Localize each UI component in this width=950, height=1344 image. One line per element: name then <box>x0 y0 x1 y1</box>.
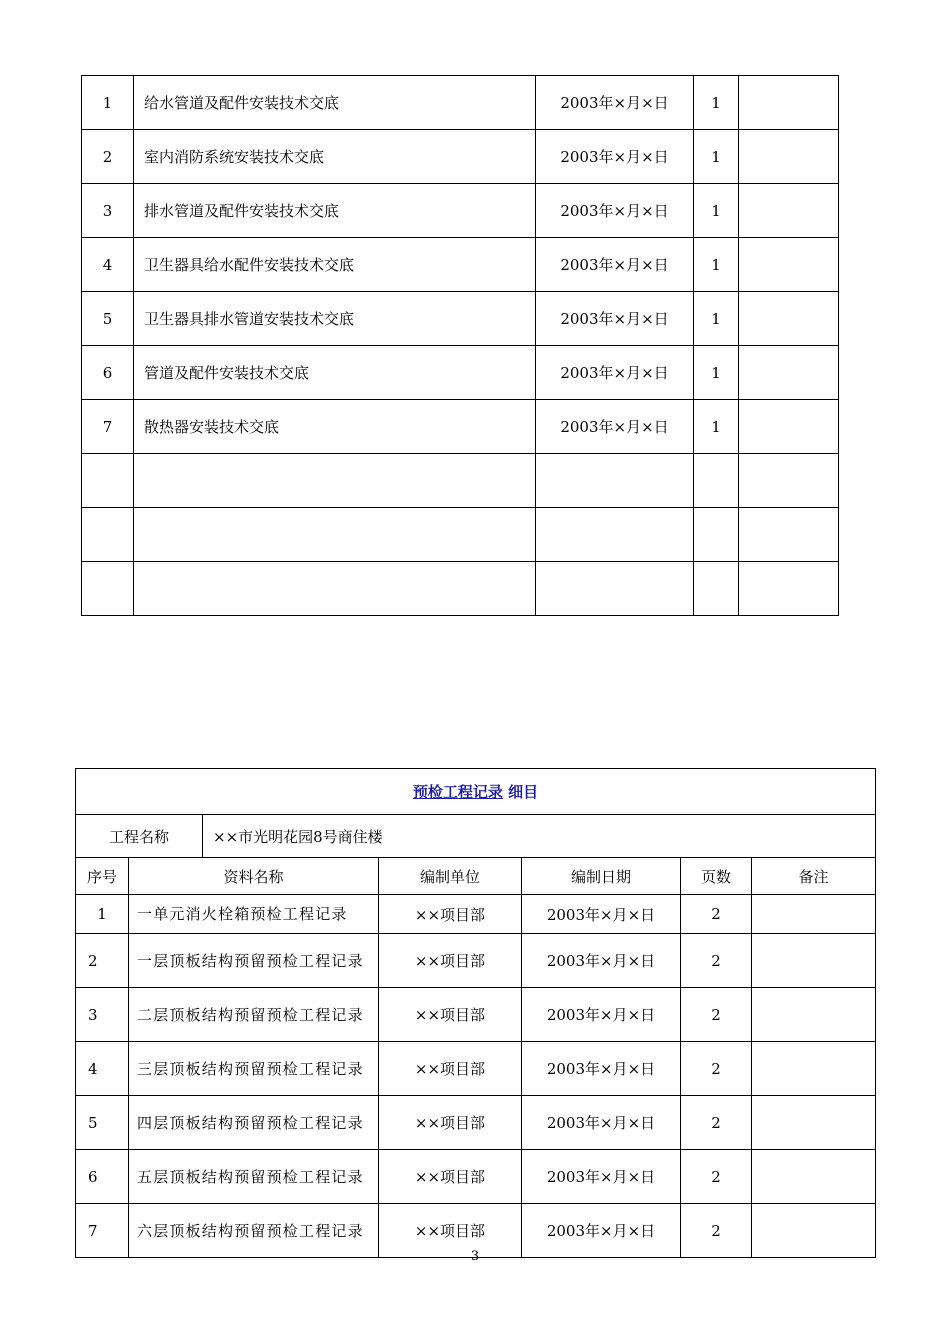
document-date <box>536 454 694 508</box>
note-cell <box>739 76 839 130</box>
table-row <box>82 400 839 454</box>
record-pages: 2 <box>681 1150 752 1204</box>
record-date: 2003年×月×日 <box>522 988 681 1042</box>
document-name: 卫生器具排水管道安装技术交底 <box>134 292 536 346</box>
record-note <box>752 988 876 1042</box>
document-name: 给水管道及配件安装技术交底 <box>134 76 536 130</box>
table-row <box>76 934 876 988</box>
header-name: 资料名称 <box>129 858 379 895</box>
document-date: 2003年×月×日 <box>536 292 694 346</box>
table-row <box>76 895 876 934</box>
table-row <box>76 1042 876 1096</box>
title-link[interactable]: 预检工程记录 <box>412 783 503 801</box>
record-unit: ××项目部 <box>379 1096 522 1150</box>
row-number <box>82 508 134 562</box>
page-count: 1 <box>694 346 739 400</box>
document-name <box>134 508 536 562</box>
table-row <box>76 988 876 1042</box>
document-date: 2003年×月×日 <box>536 346 694 400</box>
table-row <box>82 562 839 616</box>
row-number: 2 <box>82 130 134 184</box>
document-name: 散热器安装技术交底 <box>134 400 536 454</box>
page-count <box>694 562 739 616</box>
note-cell <box>739 508 839 562</box>
record-name: 五层顶板结构预留预检工程记录 <box>129 1150 379 1204</box>
record-pages: 2 <box>681 895 752 934</box>
header-note: 备注 <box>752 858 876 895</box>
record-date: 2003年×月×日 <box>522 1042 681 1096</box>
record-note <box>752 1150 876 1204</box>
header-num: 序号 <box>76 858 129 895</box>
record-date: 2003年×月×日 <box>522 895 681 934</box>
row-number <box>82 562 134 616</box>
record-unit: ××项目部 <box>379 1042 522 1096</box>
row-number: 1 <box>76 895 129 934</box>
row-number: 5 <box>76 1096 129 1150</box>
table-row <box>82 292 839 346</box>
table-title <box>76 769 876 815</box>
document-date: 2003年×月×日 <box>536 184 694 238</box>
page-count: 1 <box>694 292 739 346</box>
row-number: 6 <box>76 1150 129 1204</box>
row-number: 7 <box>82 400 134 454</box>
document-date: 2003年×月×日 <box>536 130 694 184</box>
record-note <box>752 895 876 934</box>
record-unit: ××项目部 <box>379 1150 522 1204</box>
table-row <box>76 1150 876 1204</box>
table-row <box>82 346 839 400</box>
page-number: 3 <box>470 1249 480 1264</box>
record-date: 2003年×月×日 <box>522 1150 681 1204</box>
page-count: 1 <box>694 238 739 292</box>
note-cell <box>739 400 839 454</box>
record-note <box>752 934 876 988</box>
page-count <box>694 508 739 562</box>
document-date <box>536 562 694 616</box>
title-suffix: 细目 <box>502 783 539 801</box>
record-name: 三层顶板结构预留预检工程记录 <box>129 1042 379 1096</box>
table-row <box>82 508 839 562</box>
row-number: 3 <box>76 988 129 1042</box>
row-number: 1 <box>82 76 134 130</box>
project-row <box>76 815 876 858</box>
table-row <box>82 130 839 184</box>
document-date: 2003年×月×日 <box>536 400 694 454</box>
row-number: 4 <box>76 1042 129 1096</box>
header-row <box>76 858 876 895</box>
document-name: 排水管道及配件安装技术交底 <box>134 184 536 238</box>
record-name: 二层顶板结构预留预检工程记录 <box>129 988 379 1042</box>
row-number <box>82 454 134 508</box>
record-note <box>752 1096 876 1150</box>
record-unit: ××项目部 <box>379 895 522 934</box>
record-pages: 2 <box>681 1204 752 1258</box>
table-title-row <box>76 769 876 815</box>
table-row <box>82 238 839 292</box>
record-unit: ××项目部 <box>379 934 522 988</box>
document-date: 2003年×月×日 <box>536 76 694 130</box>
handover-records-table <box>81 75 839 616</box>
record-pages: 2 <box>681 988 752 1042</box>
record-date: 2003年×月×日 <box>522 934 681 988</box>
note-cell <box>739 130 839 184</box>
row-number: 7 <box>76 1204 129 1258</box>
document-name: 室内消防系统安装技术交底 <box>134 130 536 184</box>
page-count: 1 <box>694 76 739 130</box>
table-row <box>76 1096 876 1150</box>
document-name <box>134 454 536 508</box>
document-name <box>134 562 536 616</box>
row-number: 3 <box>82 184 134 238</box>
page-count: 1 <box>694 400 739 454</box>
table-row <box>82 184 839 238</box>
note-cell <box>739 346 839 400</box>
record-name: 一单元消火栓箱预检工程记录 <box>129 895 379 934</box>
note-cell <box>739 238 839 292</box>
table-row <box>82 76 839 130</box>
record-unit: ××项目部 <box>379 988 522 1042</box>
record-note <box>752 1042 876 1096</box>
document-date: 2003年×月×日 <box>536 238 694 292</box>
record-name: 四层顶板结构预留预检工程记录 <box>129 1096 379 1150</box>
record-pages: 2 <box>681 934 752 988</box>
page-count: 1 <box>694 184 739 238</box>
record-unit: ××项目部 <box>379 1204 522 1258</box>
document-name: 管道及配件安装技术交底 <box>134 346 536 400</box>
header-date: 编制日期 <box>522 858 681 895</box>
note-cell <box>739 562 839 616</box>
record-pages: 2 <box>681 1042 752 1096</box>
record-pages: 2 <box>681 1096 752 1150</box>
page-count <box>694 454 739 508</box>
table-row <box>82 454 839 508</box>
note-cell <box>739 184 839 238</box>
record-date: 2003年×月×日 <box>522 1204 681 1258</box>
record-date: 2003年×月×日 <box>522 1096 681 1150</box>
note-cell <box>739 292 839 346</box>
document-name: 卫生器具给水配件安装技术交底 <box>134 238 536 292</box>
project-name-value: ××市光明花园8号商住楼 <box>203 815 876 858</box>
row-number: 4 <box>82 238 134 292</box>
precheck-records-table <box>75 768 876 1258</box>
header-unit: 编制单位 <box>379 858 522 895</box>
page-count: 1 <box>694 130 739 184</box>
document-date <box>536 508 694 562</box>
row-number: 5 <box>82 292 134 346</box>
record-name: 六层顶板结构预留预检工程记录 <box>129 1204 379 1258</box>
record-name: 一层顶板结构预留预检工程记录 <box>129 934 379 988</box>
note-cell <box>739 454 839 508</box>
header-pages: 页数 <box>681 858 752 895</box>
row-number: 6 <box>82 346 134 400</box>
project-name-label: 工程名称 <box>76 815 203 858</box>
row-number: 2 <box>76 934 129 988</box>
